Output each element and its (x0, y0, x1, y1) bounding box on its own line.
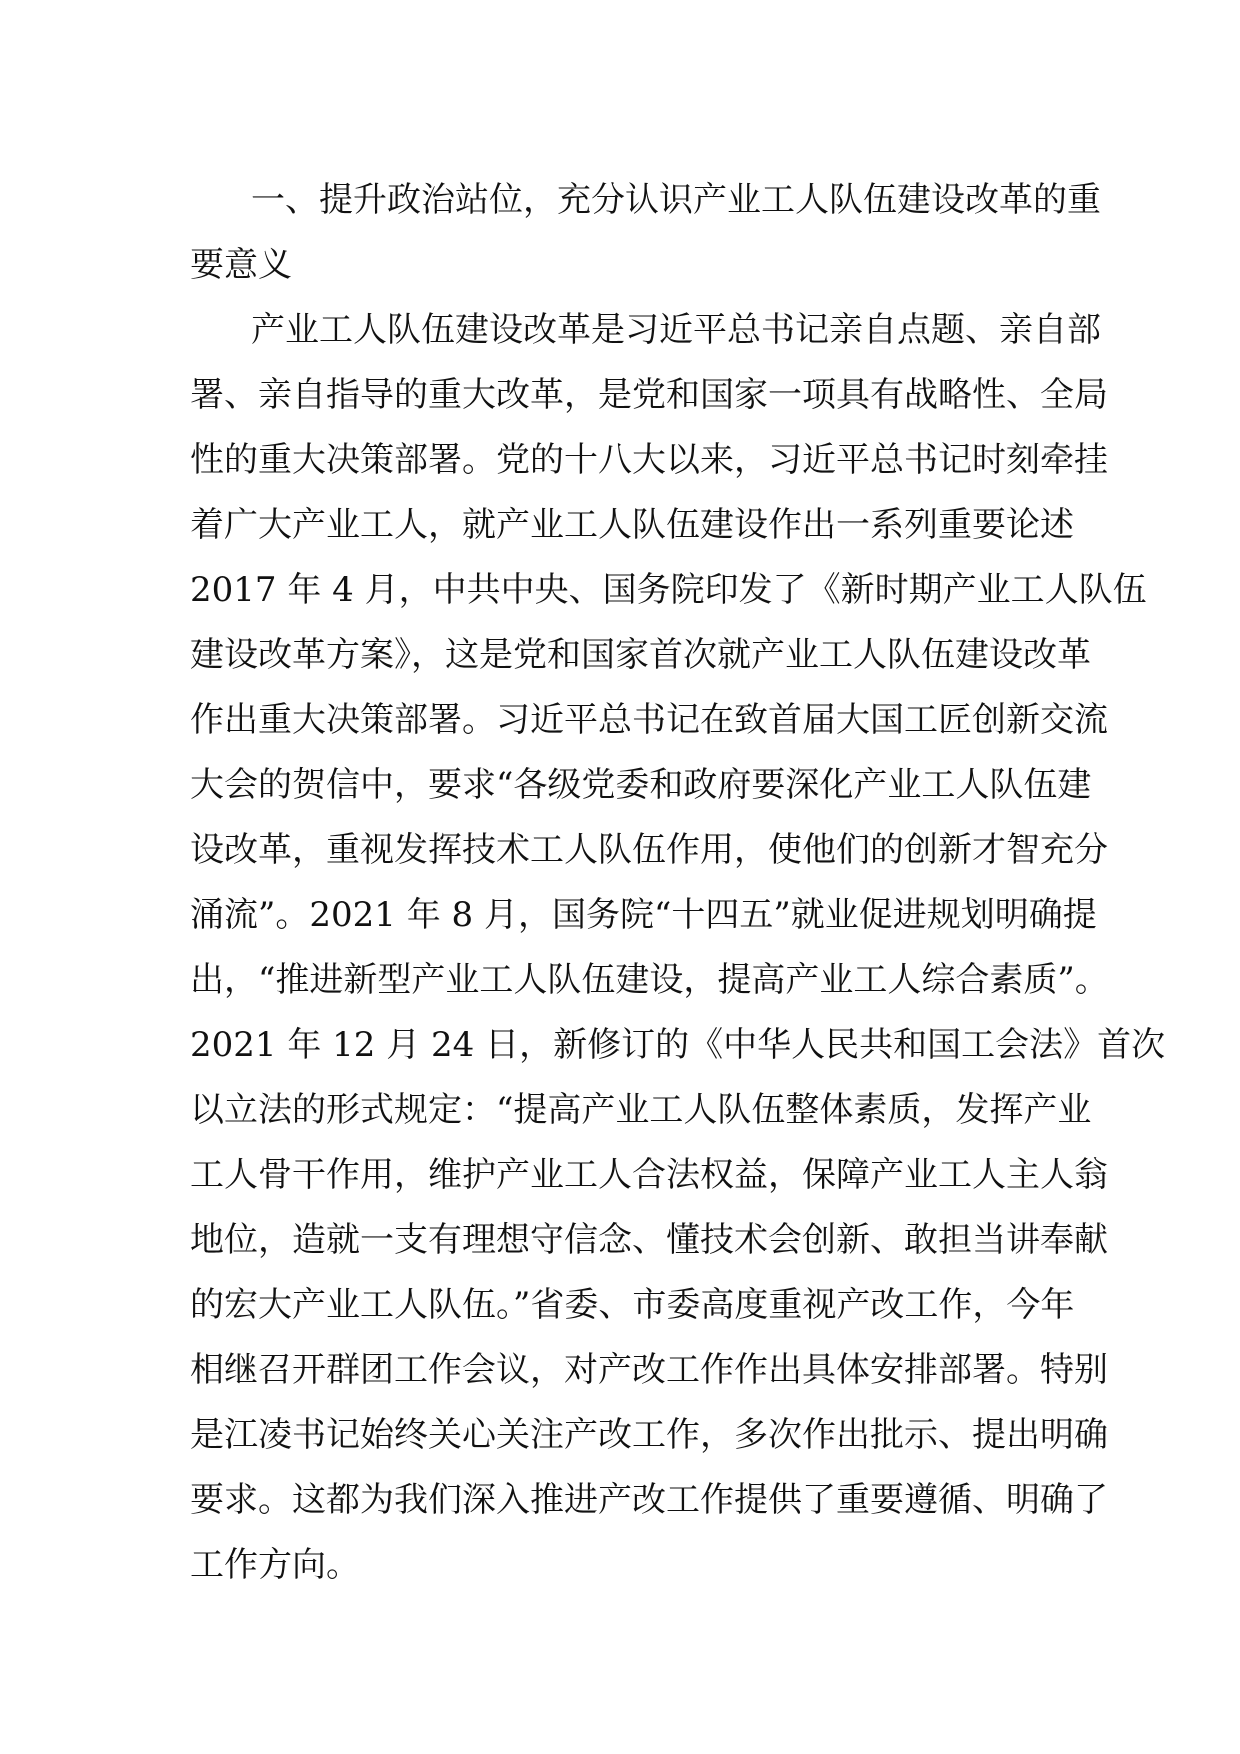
paragraph-line: 涌流”。2021 年 8 月，国务院“十四五”就业促进规划明确提 (190, 895, 1097, 935)
paragraph-line: 建设改革方案》，这是党和国家首次就产业工人队伍建设改革 (190, 635, 1091, 675)
paragraph-line: 以立法的形式规定：“提高产业工人队伍整体素质，发挥产业 (190, 1090, 1092, 1130)
section-heading (190, 168, 1101, 298)
paragraph-line: 作出重大决策部署。习近平总书记在致首届大国工匠创新交流 (190, 700, 1108, 740)
paragraph-line: 相继召开群团工作会议，对产改工作作出具体安排部署。特别 (190, 1350, 1108, 1390)
paragraph-line: 大会的贺信中，要求“各级党委和政府要深化产业工人队伍建 (190, 765, 1092, 805)
paragraph-line: 要求。这都为我们深入推进产改工作提供了重要遵循、明确了 (190, 1480, 1108, 1520)
paragraph-line: 着广大产业工人，就产业工人队伍建设作出一系列重要论述 (190, 505, 1074, 545)
document-body (190, 168, 1166, 1598)
body-paragraph (190, 298, 1166, 1598)
paragraph-line: 地位，造就一支有理想守信念、懂技术会创新、敢担当讲奉献 (190, 1220, 1108, 1260)
paragraph-line: 2017 年 4 月，中共中央、国务院印发了《新时期产业工人队伍 (190, 570, 1147, 610)
paragraph-line: 工作方向。 (190, 1545, 360, 1585)
heading-line: 一、提升政治站位，充分认识产业工人队伍建设改革的重 (251, 180, 1101, 220)
paragraph-line: 工人骨干作用，维护产业工人合法权益，保障产业工人主人翁 (190, 1155, 1108, 1195)
paragraph-line: 设改革，重视发挥技术工人队伍作用，使他们的创新才智充分 (190, 830, 1108, 870)
heading-line: 要意义 (190, 245, 292, 285)
paragraph-line: 出，“推进新型产业工人队伍建设，提高产业工人综合素质”。 (190, 960, 1109, 1000)
paragraph-line: 是江凌书记始终关心关注产改工作，多次作出批示、提出明确 (190, 1415, 1108, 1455)
paragraph-line: 署、亲自指导的重大改革，是党和国家一项具有战略性、全局 (190, 375, 1108, 415)
paragraph-line: 2021 年 12 月 24 日，新修订的《中华人民共和国工会法》首次 (190, 1025, 1166, 1065)
paragraph-line: 的宏大产业工人队伍。”省委、市委高度重视产改工作，今年 (190, 1285, 1075, 1325)
paragraph-line: 产业工人队伍建设改革是习近平总书记亲自点题、亲自部 (251, 310, 1101, 350)
paragraph-line: 性的重大决策部署。党的十八大以来，习近平总书记时刻牵挂 (190, 440, 1108, 480)
